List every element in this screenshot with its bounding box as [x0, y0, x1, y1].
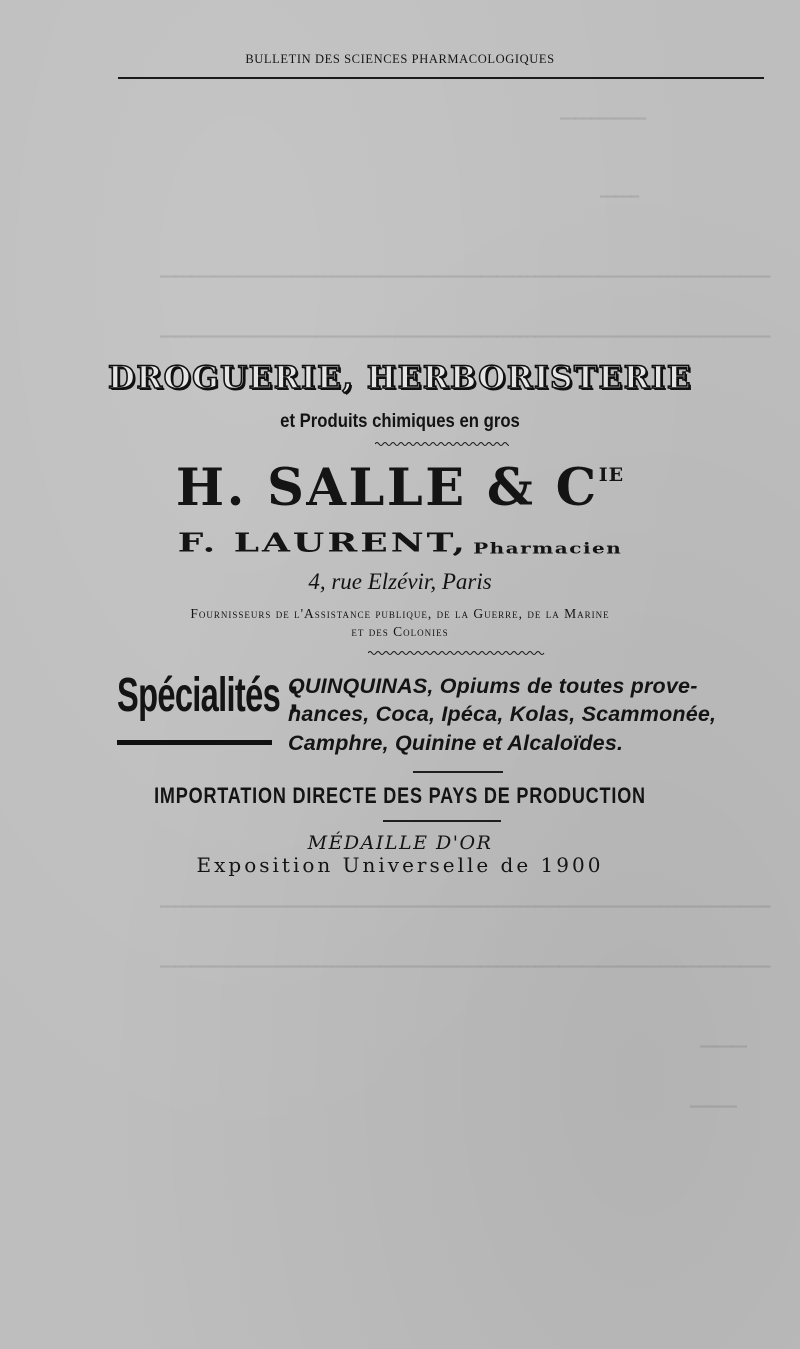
firm-address: 4, rue Elzévir, Paris: [308, 569, 492, 594]
firm-name: [0, 458, 800, 518]
show-through-texture: ━━━━━━: [690, 1099, 737, 1114]
import-notice: IMPORTATION DIRECTE DES PAYS DE PRODUCTION: [154, 783, 646, 808]
wavy-ornament-rule: [368, 650, 546, 656]
exhibition-name: Exposition Universelle de 1900: [196, 853, 604, 877]
wavy-ornament-rule: [375, 441, 509, 447]
specialties-line: Camphre, Quinine et Alcaloïdes.: [288, 731, 624, 755]
show-through-texture: ━━━━━━: [700, 1039, 747, 1054]
award-title: MÉDAILLE D'OR: [307, 832, 493, 854]
proprietor-title: Pharmacien: [473, 539, 623, 557]
proprietor-name: F. LAURENT,: [177, 527, 468, 559]
show-through-texture: ━━━━━: [600, 189, 640, 204]
show-through-texture: ━━━━━━━━━━━━━━━━━━━━━━━━━━━━━━━━━━━━━━━━━━━━━━━━━━━━━━━━━━━━━━━━━━━━━━━━━━━━━━: [160, 329, 771, 344]
proprietor-line: [0, 522, 800, 564]
advert-subheading: et Produits chimiques en gros: [280, 411, 520, 432]
suppliers-line-2: et des Colonies: [351, 624, 449, 639]
running-title: BULLETIN DES SCIENCES PHARMACOLOGIQUES: [245, 52, 555, 66]
show-through-texture: ━━━━━━━━━━━━━━━━━━━━━━━━━━━━━━━━━━━━━━━━━━━━━━━━━━━━━━━━━━━━━━━━━━━━━━━━━━━━━━: [160, 959, 771, 974]
suppliers-line-1: Fournisseurs de l'Assistance publique, de la Guerre, de la Marine: [190, 606, 610, 621]
show-through-texture: ━━━━━━━━━━━: [560, 111, 647, 126]
specialties-label: Spécialités :: [117, 669, 299, 722]
advert-heading: DROGUERIE, HERBORISTERIE: [108, 360, 692, 396]
specialties-underline: [117, 740, 272, 745]
specialties-line: nances, Coca, Ipéca, Kolas, Scammonée,: [288, 702, 717, 726]
divider-rule: [383, 820, 501, 822]
header-rule: [118, 77, 764, 79]
firm-name-suffix: IE: [598, 464, 625, 486]
show-through-texture: ━━━━━━━━━━━━━━━━━━━━━━━━━━━━━━━━━━━━━━━━━━━━━━━━━━━━━━━━━━━━━━━━━━━━━━━━━━━━━━: [160, 899, 771, 914]
firm-name-text: H. SALLE & C: [175, 458, 599, 518]
divider-rule: [413, 771, 503, 773]
show-through-texture: ━━━━━━━━━━━━━━━━━━━━━━━━━━━━━━━━━━━━━━━━━━━━━━━━━━━━━━━━━━━━━━━━━━━━━━━━━━━━━━: [160, 269, 771, 284]
specialties-line: QUINQUINAS, Opiums de toutes prove-: [288, 674, 698, 698]
